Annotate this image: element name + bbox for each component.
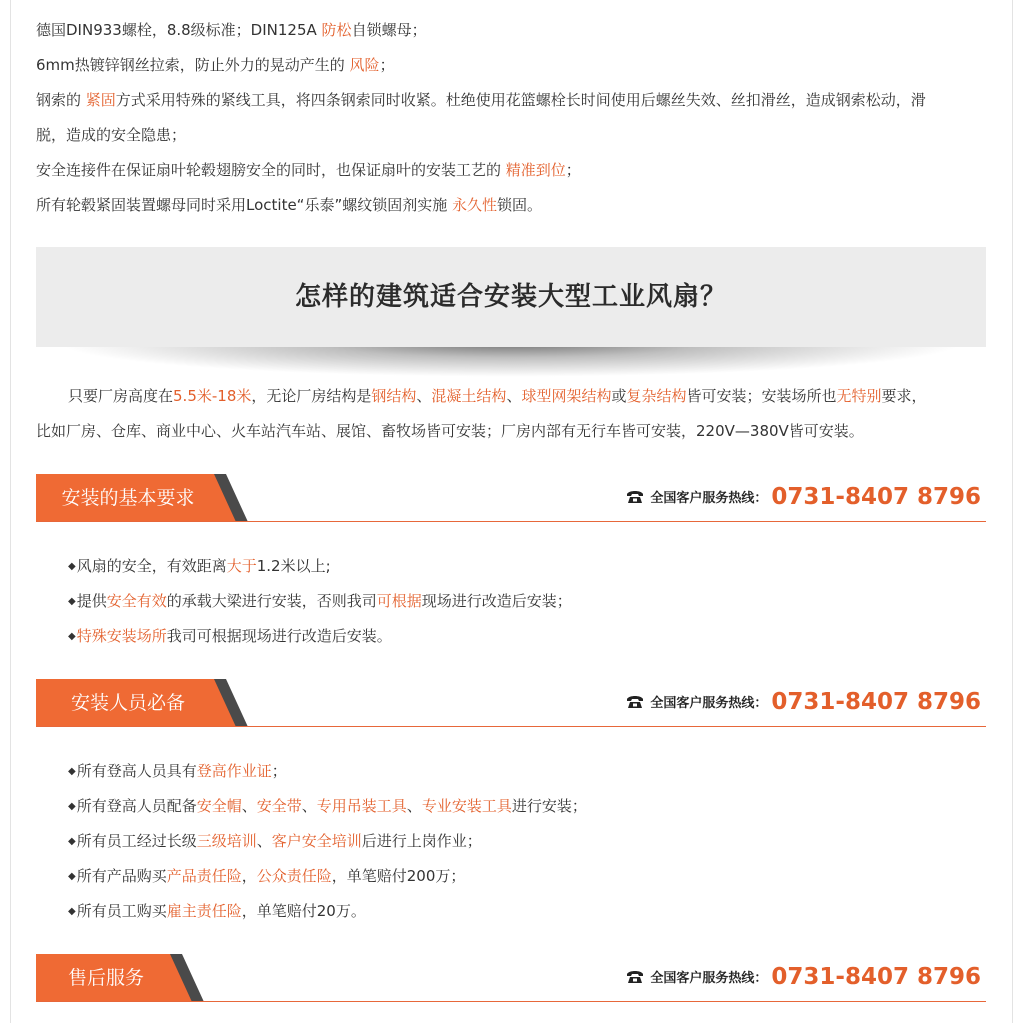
intro-line-2	[36, 55, 395, 75]
body-text: 或	[611, 387, 627, 405]
section-tab-after-sales	[36, 954, 204, 1002]
body-text: 、	[241, 797, 257, 815]
body-text: 所有员工经过长级	[76, 832, 197, 850]
body-text: 脱，造成的安全隐患；	[36, 126, 187, 144]
highlight-text: 可根据	[376, 592, 422, 610]
question-banner	[36, 247, 986, 347]
highlight-text: 登高作业证	[196, 762, 272, 780]
body-text: 只要厂房高度在	[68, 387, 174, 405]
highlight-text: 钢结构	[371, 387, 417, 405]
highlight-text: 永久性	[452, 196, 498, 214]
body-text: 、	[416, 387, 432, 405]
banner-shadow	[56, 343, 966, 377]
bullet-icon: ◆	[68, 766, 76, 777]
body-text: ，	[241, 867, 257, 885]
highlight-text: 5.5米-18米	[173, 387, 252, 405]
highlight-text: 风险	[349, 56, 380, 74]
body-text: 所有登高人员配备	[76, 797, 197, 815]
body-text: 所有产品购买	[76, 867, 167, 885]
highlight-text: 公众责任险	[256, 867, 332, 885]
body-text: 我司可根据现场进行改造后安装。	[166, 627, 392, 645]
bullet-icon: ◆	[68, 596, 76, 607]
bullet-icon: ◆	[68, 561, 76, 572]
body-text: 、	[301, 797, 317, 815]
body-text: 现场进行改造后安装；	[421, 592, 572, 610]
highlight-text: 安全带	[256, 797, 302, 815]
body-text: 6mm热镀锌钢丝拉索，防止外力的晃动产生的	[36, 56, 350, 74]
body-text: 风扇的安全，有效距离	[76, 557, 227, 575]
highlight-text: 精准到位	[505, 161, 566, 179]
cutoff-text-line	[36, 0, 416, 8]
highlight-text: 紧固	[85, 91, 116, 109]
intro-line-1	[36, 20, 427, 40]
highlight-text: 特殊安装场所	[76, 627, 167, 645]
highlight-text: 专业安装工具	[421, 797, 512, 815]
highlight-text: 复杂结构	[626, 387, 687, 405]
hotline-label: 全国客户服务热线：	[650, 971, 768, 986]
intro-line-3	[36, 90, 926, 110]
body-text: 比如厂房、仓库、商业中心、火车站汽车站、展馆、畜牧场皆可安装；厂房内部有无行车皆可安装，220V—380V皆可安装。	[36, 422, 864, 440]
section-divider	[36, 726, 986, 727]
body-text: 进行安装；	[511, 797, 587, 815]
telephone-icon	[626, 695, 644, 709]
body-text: 德国DIN933螺栓，8.8级标准；DIN125A	[36, 21, 322, 39]
list-item	[68, 591, 572, 612]
list-item	[68, 901, 366, 922]
body-text: ；	[565, 161, 581, 179]
hotline-number[interactable]: 0731-8407 8796	[771, 484, 981, 510]
body-text: ；	[271, 762, 287, 780]
body-text: 皆可安装；安装场所也	[686, 387, 837, 405]
bullet-icon: ◆	[68, 871, 76, 882]
section-title: 售后服务	[67, 967, 144, 989]
highlight-text: 球型网架结构	[521, 387, 612, 405]
telephone-icon	[626, 490, 644, 504]
section-title: 安装人员必备	[70, 692, 185, 714]
section-tab-basic-requirements	[36, 474, 248, 522]
list-item	[68, 626, 392, 647]
body-text: 所有轮毂紧固装置螺母同时采用Loctite“乐泰”螺纹锁固剂实施	[36, 196, 452, 214]
body-text: 提供	[76, 592, 107, 610]
hotline-number[interactable]: 0731-8407 8796	[771, 964, 981, 990]
body-text: 、	[406, 797, 422, 815]
section-divider	[36, 521, 986, 522]
hotline-label: 全国客户服务热线：	[650, 491, 768, 506]
banner-title: 怎样的建筑适合安装大型工业风扇？	[294, 282, 727, 312]
body-text: ，单笔赔付20万。	[241, 902, 366, 920]
body-text: 要求，	[881, 387, 927, 405]
hotline-label: 全国客户服务热线：	[650, 696, 768, 711]
content-border-left	[10, 0, 11, 1023]
body-text: 锁固。	[497, 196, 543, 214]
body-text: 所有登高人员具有	[76, 762, 197, 780]
body-text: 自锁螺母；	[351, 21, 427, 39]
section-title: 安装的基本要求	[61, 487, 195, 509]
building-paragraph-line-2	[36, 421, 864, 441]
body-text: ；	[379, 56, 395, 74]
highlight-text: 客户安全培训	[271, 832, 362, 850]
bullet-icon: ◆	[68, 801, 76, 812]
intro-line-6	[36, 195, 542, 215]
highlight-text: 防松	[321, 21, 352, 39]
list-item	[68, 866, 465, 887]
body-text: 后进行上岗作业；	[361, 832, 482, 850]
highlight-text: 无特别	[836, 387, 882, 405]
intro-line-5	[36, 160, 581, 180]
list-item	[68, 831, 482, 852]
highlight-text: 产品责任险	[166, 867, 242, 885]
section-tab-installer-requirements	[36, 679, 248, 727]
highlight-text: 混凝土结构	[431, 387, 507, 405]
hotline	[626, 689, 981, 715]
body-text: ，单笔赔付200万；	[331, 867, 466, 885]
hotline	[626, 964, 981, 990]
highlight-text: 大于	[226, 557, 257, 575]
highlight-text: 安全帽	[196, 797, 242, 815]
hotline-number[interactable]: 0731-8407 8796	[771, 689, 981, 715]
telephone-icon	[626, 970, 644, 984]
highlight-text: 安全有效	[106, 592, 167, 610]
body-text: 的承载大梁进行安装，否则我司	[166, 592, 377, 610]
body-text: 所有员工购买	[76, 902, 167, 920]
list-item	[68, 761, 287, 782]
highlight-text: 三级培训	[196, 832, 257, 850]
hotline	[626, 484, 981, 510]
list-item	[68, 796, 587, 817]
bullet-icon: ◆	[68, 906, 76, 917]
body-text: 1.2米以上;	[256, 557, 331, 575]
body-text: 钢索的	[36, 91, 86, 109]
body-text: 、	[506, 387, 522, 405]
body-text: 方式采用特殊的紧线工具，将四条钢索同时收紧。杜绝使用花篮螺栓长时间使用后螺丝失效、丝扣滑丝，造成钢索松动，滑	[115, 91, 926, 109]
highlight-text: 雇主责任险	[166, 902, 242, 920]
list-item	[68, 556, 331, 577]
section-divider	[36, 1001, 986, 1002]
body-text: ，无论厂房结构是	[251, 387, 372, 405]
body-text: 、	[256, 832, 272, 850]
intro-line-4	[36, 125, 186, 145]
highlight-text: 专用吊装工具	[316, 797, 407, 815]
bullet-icon: ◆	[68, 836, 76, 847]
body-text: 安全连接件在保证扇叶轮毂翅膀安全的同时，也保证扇叶的安装工艺的	[36, 161, 506, 179]
bullet-icon: ◆	[68, 631, 76, 642]
building-paragraph-line-1	[68, 386, 927, 406]
content-border-right	[1012, 0, 1013, 1023]
